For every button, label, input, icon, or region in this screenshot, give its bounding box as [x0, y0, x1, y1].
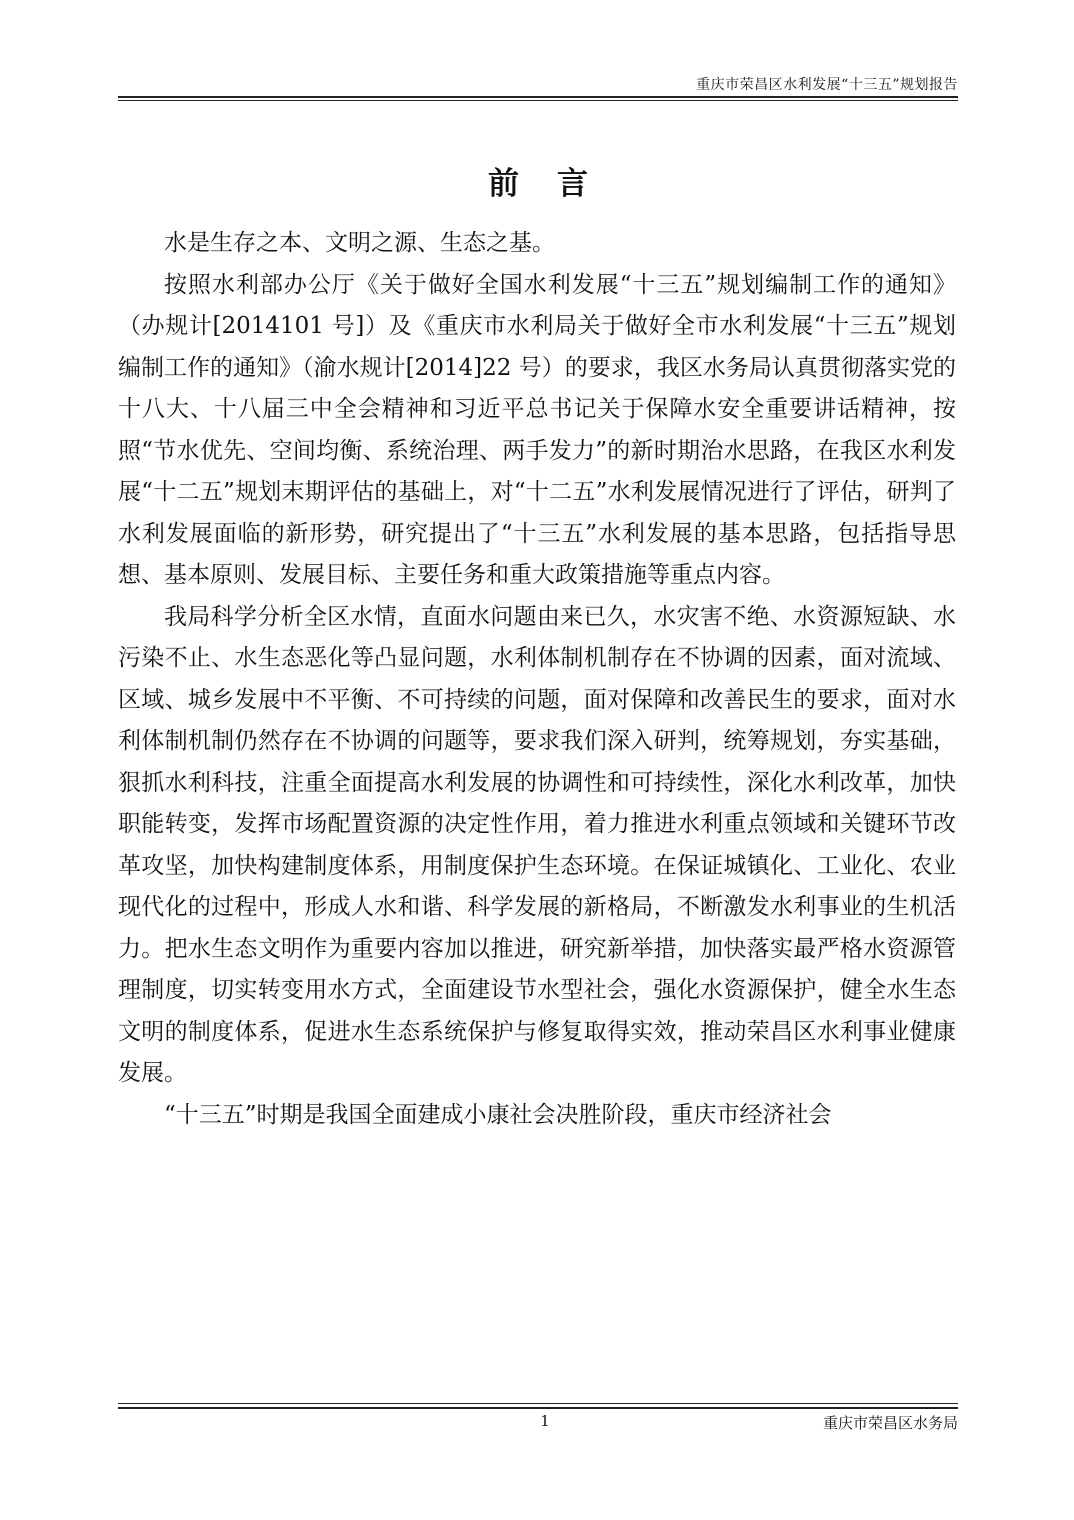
paragraph: “十三五”时期是我国全面建成小康社会决胜阶段，重庆市经济社会	[164, 1101, 832, 1128]
paragraph: 按照水利部办公厅《关于做好全国水利发展“十三五”规划编制工作的通知》（办规计[2014101 号]）及《重庆市水利局关于做好全市水利发展“十三五”规划编制工作的通知》（渝水规计[2014]22 号）的要求，我区水务局认真贯彻落实党的十八大、十八届三中全会精神和习近平总书记关于保障水安全重要讲话精神，按照“节水优先、空间均衡、系统治理、两手发力”的新时期治水思路，在我区水利发展“十二五”规划末期评估的基础上，对“十二五”水利发展情况进行了评估，研判了水利发展面临的新形势，研究提出了“十三五”水利发展的基本思路，包括指导思想、基本原则、发展目标、主要任务和重大政策措施等重点内容。	[118, 271, 956, 588]
header-rule-thin	[118, 100, 958, 101]
footer-rule	[118, 1407, 958, 1409]
page-title: 前言	[488, 166, 626, 202]
body-text	[118, 223, 956, 1136]
footer-rule-thin	[118, 1403, 958, 1404]
page-header: 重庆市荣昌区水利发展“十三五”规划报告	[696, 77, 958, 93]
page-number: 1	[540, 1412, 550, 1430]
paragraph: 我局科学分析全区水情，直面水问题由来已久，水灾害不绝、水资源短缺、水污染不止、水生态恶化等凸显问题，水利体制机制存在不协调的因素，面对流域、区域、城乡发展中不平衡、不可持续的问题，面对保障和改善民生的要求，面对水利体制机制仍然存在不协调的问题等，要求我们深入研判，统筹规划，夯实基础，狠抓水利科技，注重全面提高水利发展的协调性和可持续性，深化水利改革，加快职能转变，发挥市场配置资源的决定性作用，着力推进水利重点领域和关键环节改革攻坚，加快构建制度体系，用制度保护生态环境。在保证城镇化、工业化、农业现代化的过程中，形成人水和谐、科学发展的新格局，不断激发水利事业的生机活力。把水生态文明作为重要内容加以推进，研究新举措，加快落实最严格水资源管理制度，切实转变用水方式，全面建设节水型社会，强化水资源保护，健全水生态文明的制度体系，促进水生态系统保护与修复取得实效，推动荣昌区水利事业健康发展。	[118, 603, 956, 1086]
header-rule	[118, 96, 958, 98]
footer-organization: 重庆市荣昌区水务局	[822, 1414, 958, 1432]
paragraph: 水是生存之本、文明之源、生态之基。	[164, 230, 555, 256]
